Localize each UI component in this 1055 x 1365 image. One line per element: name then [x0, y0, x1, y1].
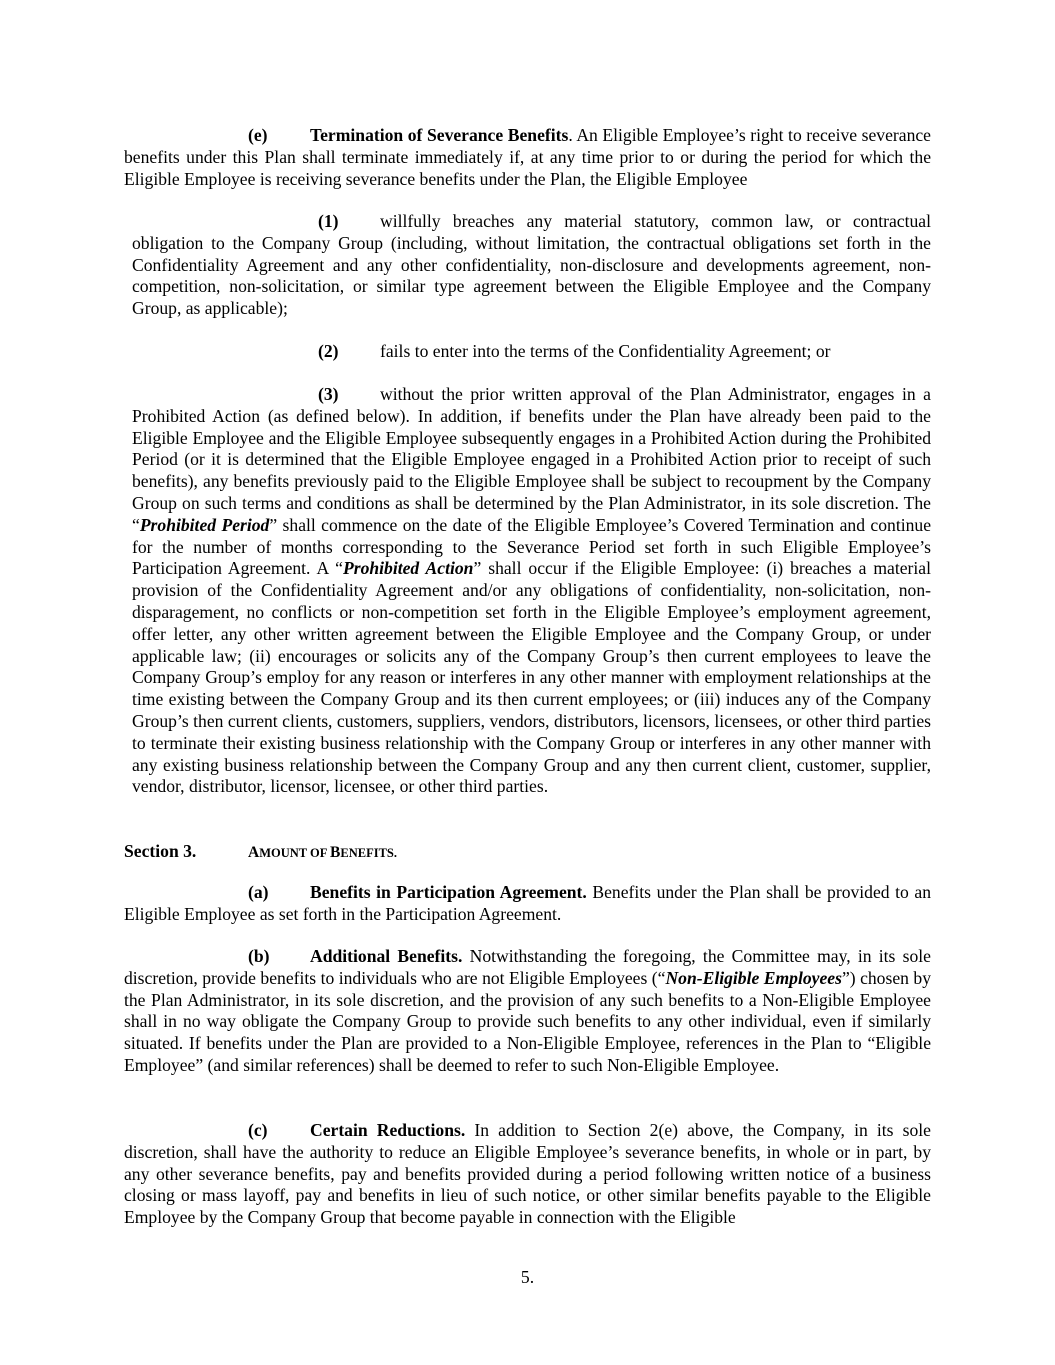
term-prohibited-period: Prohibited Period — [139, 514, 270, 535]
paragraph-b-text-a: Notwithstanding the foregoing, the Committee may, in its sole discretion, provide benefits to individuals who are not Eligible Employees (“ — [124, 946, 931, 988]
paragraph-c-number: (c) — [248, 1120, 268, 1140]
paragraph-e — [124, 125, 931, 190]
term-non-eligible-employees: Non-Eligible Employees — [665, 967, 842, 988]
paragraph-b-heading: Additional Benefits. — [310, 946, 463, 966]
item-3-text-b: ” shall commence on the date of the Eligible Employee’s Covered Termination and continue for the number of months corresponding to the Severance Period set forth in such Eligible Employee’s Participation Agreement. A “ — [132, 514, 931, 579]
paragraph-e-text: . An Eligible Employee’s right to receive severance benefits under this Plan shall terminate immediately if, at any time prior to or during the period for which the Eligible Employee is receiving severance benefits under the Plan, the Eligible Employee — [124, 125, 931, 189]
paragraph-e-number: (e) — [248, 125, 268, 145]
item-3-text-a: without the prior written approval of the Plan Administrator, engages in a Prohibited Action (as defined below). In addition, if benefits under the Plan have already been paid to the Eligible Employee and the Eligible Employee subsequently engages in a Prohibited Action during the Prohibited Period (or it is determined that the Eligible Employee engaged in a Prohibited Action prior to receipt of such benefits), any benefits previously paid to the Eligible Employee shall be subject to recoupment by the Company Group on such terms and conditions as shall be determined by the Plan Administrator, in its sole discretion. The “ — [132, 384, 931, 535]
paragraph-a-heading: Benefits in Participation Agreement. — [310, 882, 587, 902]
item-3-number: (3) — [318, 384, 339, 404]
paragraph-a-number: (a) — [248, 882, 269, 902]
paragraph-c — [124, 1120, 931, 1229]
section-3-heading — [124, 841, 397, 865]
item-1-text: willfully breaches any material statutory, common law, or contractual obligation to the Company Group (including, without limitation, the contractual obligations set forth in the Confidentiality Agreement and any other confidentiality, non-disclosure and developments agreement, non-competition, non-solicitation, or similar type agreement between the Eligible Employee and the Company Group, as applicable); — [132, 211, 931, 319]
paragraph-c-text: In addition to Section 2(e) above, the Company, in its sole discretion, shall have the authority to reduce an Eligible Employee’s severance benefits, in whole or in part, by any other severance benefits, pay and benefits provided during a period following written notice of a business closing or mass layoff, pay and benefits in lieu of such notice, or other similar benefits payable to the Eligible Employee by the Company Group that become payable in connection with the Eligible — [124, 1120, 931, 1228]
paragraph-c-heading: Certain Reductions. — [310, 1120, 466, 1140]
term-prohibited-action: Prohibited Action — [342, 558, 474, 579]
section-3-label: Section 3. — [124, 841, 197, 861]
item-2-text: fails to enter into the terms of the Confidentiality Agreement; or — [380, 341, 831, 361]
section-3-title: AMOUNT OF BENEFITS. — [248, 844, 398, 861]
paragraph-a-text: Benefits under the Plan shall be provided to an Eligible Employee as set forth in the Participation Agreement. — [124, 882, 931, 924]
paragraph-b-number: (b) — [248, 946, 270, 966]
item-1 — [132, 211, 931, 320]
item-1-number: (1) — [318, 211, 339, 231]
paragraph-a — [124, 882, 931, 926]
page-number: 5. — [520, 1267, 535, 1287]
item-2 — [132, 341, 931, 363]
paragraph-b — [124, 946, 931, 1077]
item-3 — [132, 384, 931, 798]
paragraph-b-text-b: ”) chosen by the Plan Administrator, in its sole discretion, and the provision of any such benefits to a Non-Eligible Employee shall in no way obligate the Company Group to provide such benefits to any other individual, even if similarly situated. If benefits under the Plan are provided to a Non-Eligible Employee, references in the Plan to “Eligible Employee” (and similar references) shall be deemed to refer to such Non-Eligible Employee. — [124, 967, 931, 1075]
paragraph-e-heading: Termination of Severance Benefits — [310, 125, 569, 145]
item-2-number: (2) — [318, 341, 339, 361]
item-3-text-c: ” shall occur if the Eligible Employee: (i) breaches a material provision of the Confidentiality Agreement and/or any obligations of confidentiality, non-solicitation, non-disparagement, no conflicts or non-competition set forth in the Eligible Employee’s employment agreement, offer letter, any other written agreement between the Eligible Employee and the Company Group, or under applicable law; (ii) encourages or solicits any of the Company Group’s then current employees to leave the Company Group’s employ for any reason or interferes in any other manner with employment relationships at the time existing between the Company Group and its then current employees; or (iii) induces any of the Company Group’s then current clients, customers, suppliers, vendors, distributors, licensors, licensees, or other third parties to terminate their existing business relationship with the Company Group or interferes in any other manner with any existing business relationship between the Company Group and any then current client, customer, supplier, vendor, distributor, licensor, licensee, or other third parties. — [132, 558, 932, 797]
